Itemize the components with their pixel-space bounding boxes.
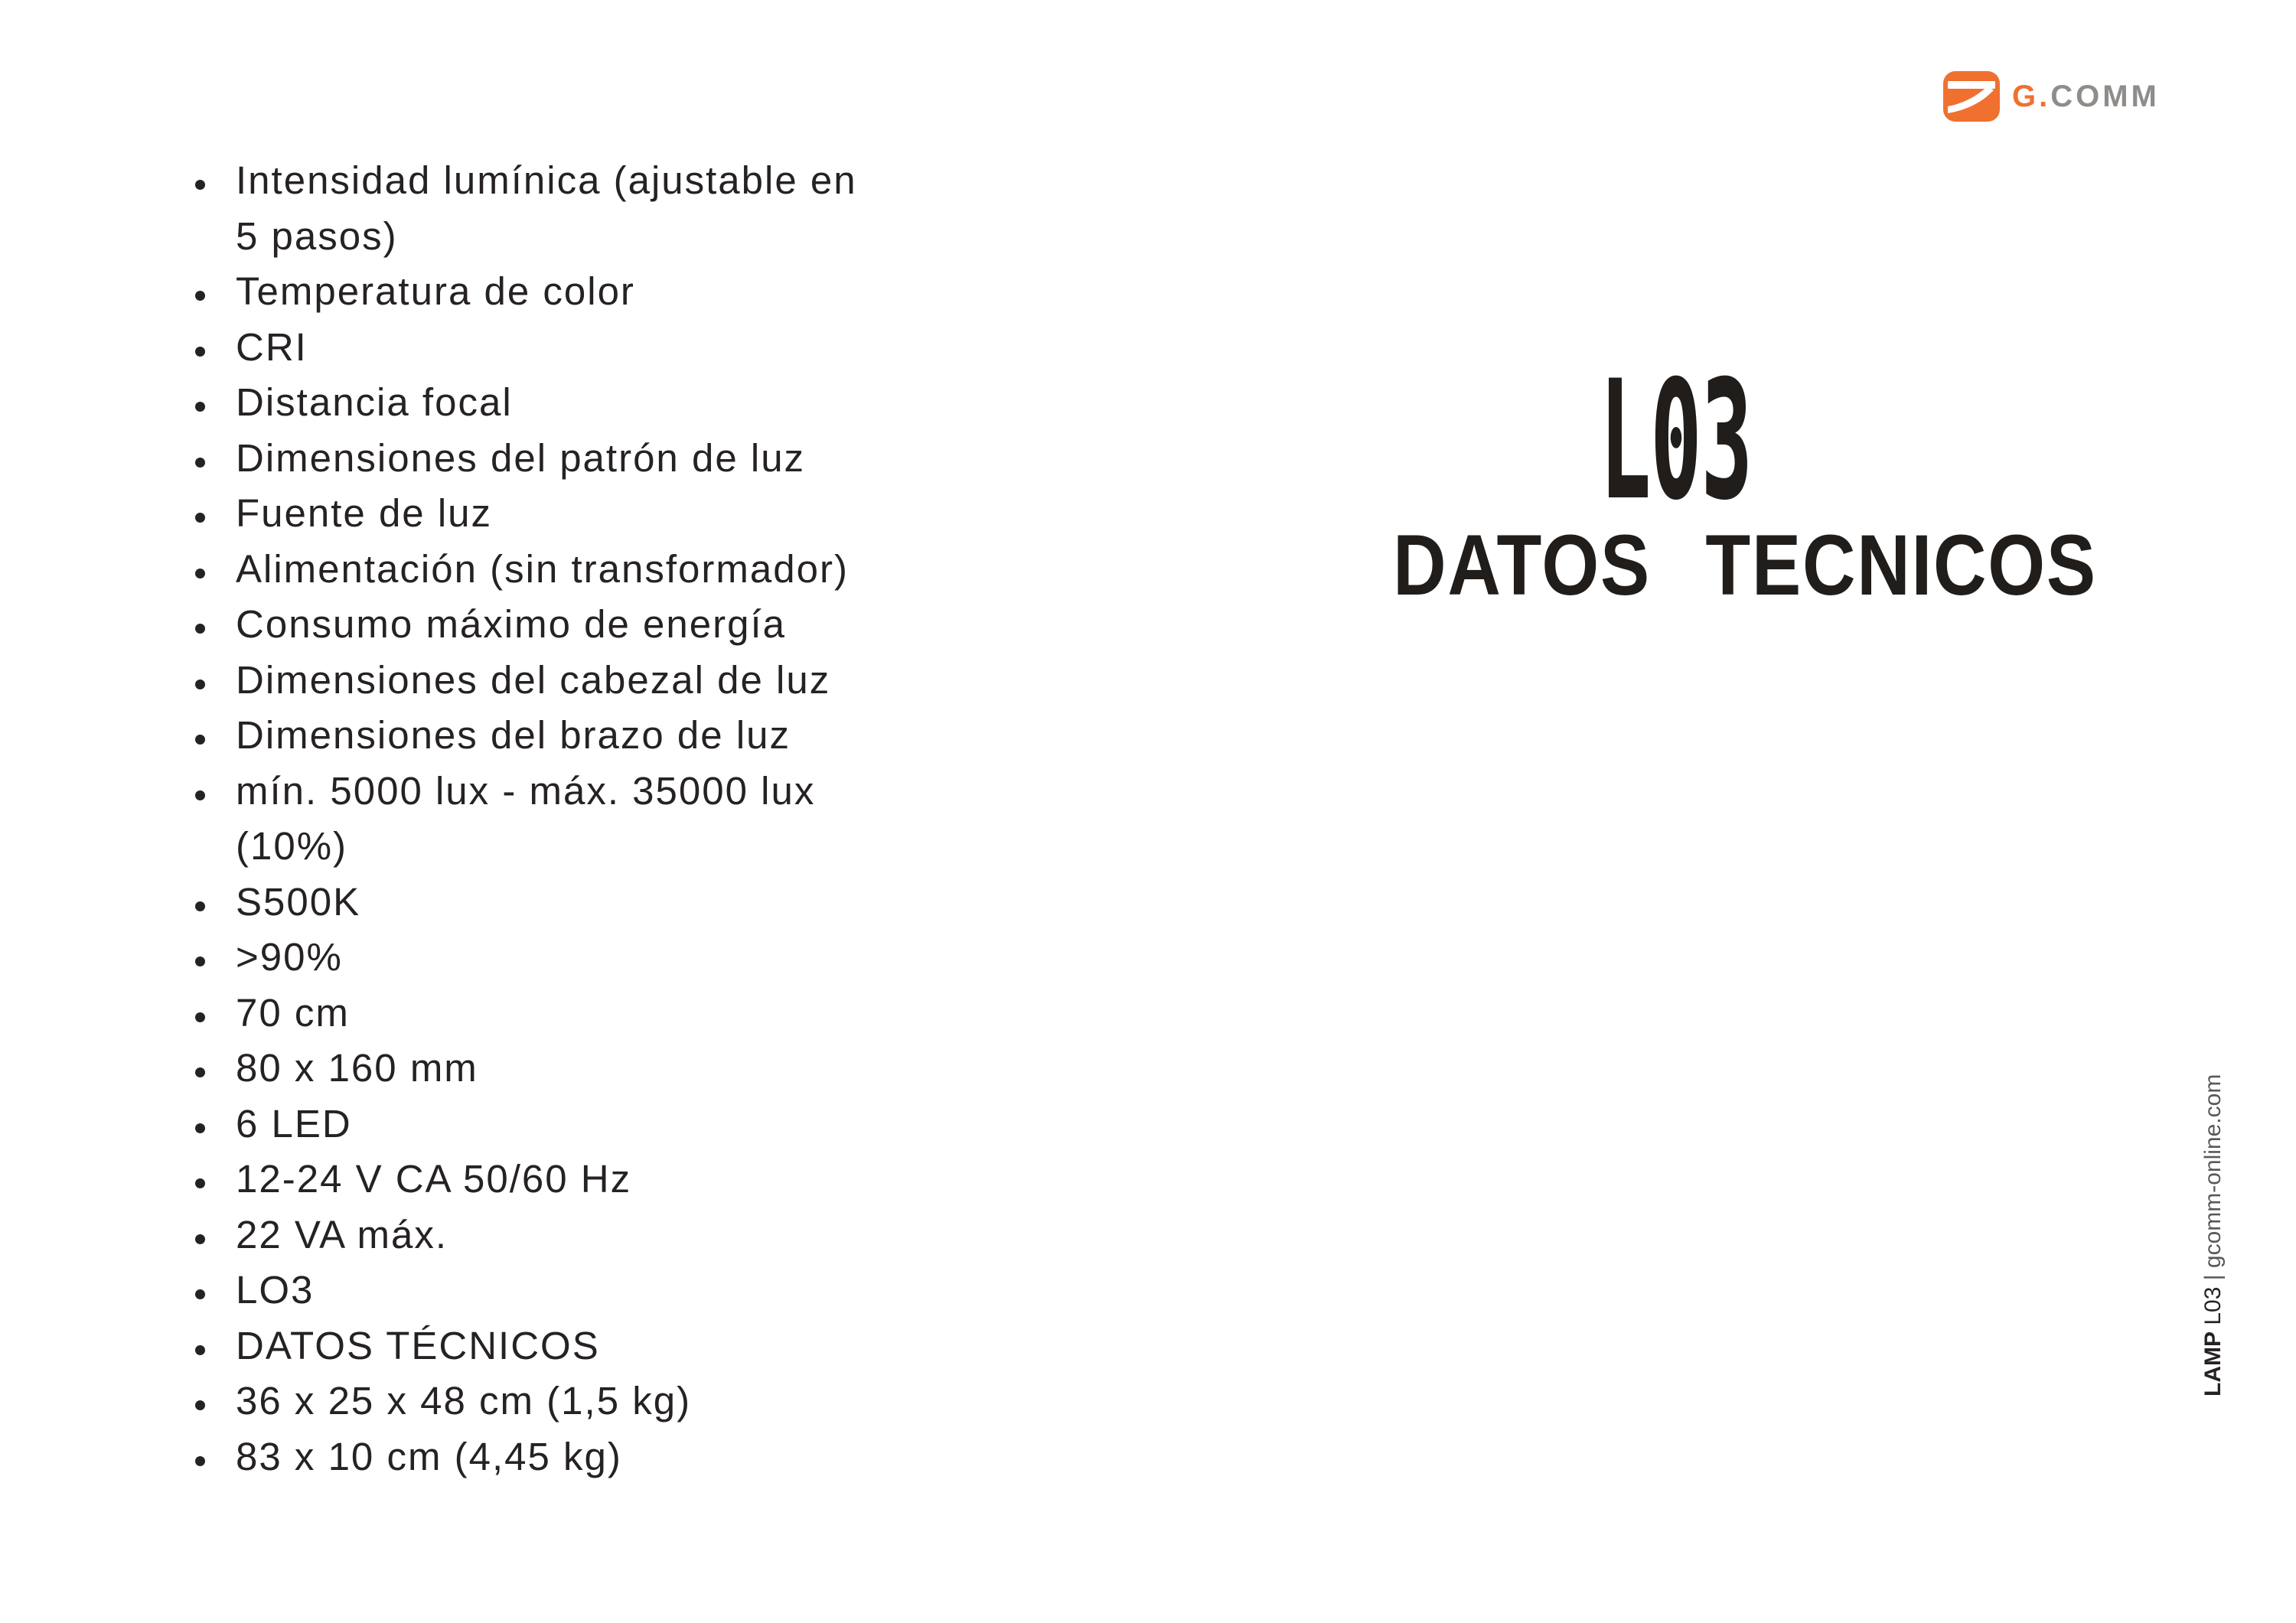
list-item-line: CRI — [236, 324, 308, 369]
bullet-icon — [195, 347, 205, 357]
list-item — [195, 486, 857, 542]
gcomm-logo-icon — [1943, 71, 2000, 122]
bullet-icon — [195, 957, 205, 966]
list-item — [195, 1207, 857, 1263]
list-item — [195, 930, 857, 986]
brand-logo — [1943, 71, 2160, 122]
bullet-icon — [195, 790, 205, 800]
list-item-line: 12-24 V CA 50/60 Hz — [236, 1157, 632, 1201]
list-item-line: Distancia focal — [236, 380, 513, 424]
list-item — [195, 542, 857, 598]
bullet-icon — [195, 569, 205, 578]
bullet-icon — [195, 1345, 205, 1355]
bullet-icon — [195, 402, 205, 412]
section-title: DATOS TECNICOS — [1393, 517, 2097, 613]
bullet-icon — [195, 513, 205, 523]
list-item — [195, 1374, 857, 1429]
list-item — [195, 320, 857, 376]
bullet-icon — [195, 624, 205, 634]
list-item — [195, 1318, 857, 1374]
list-item-line: Temperatura de color — [236, 269, 635, 313]
list-item — [195, 1429, 857, 1485]
list-item — [195, 264, 857, 320]
list-item — [195, 1152, 857, 1207]
brand-wordmark-g: G. — [2012, 80, 2051, 113]
list-item-line: Intensidad lumínica (ajustable en — [236, 158, 857, 202]
list-item-line: 70 cm — [236, 990, 350, 1035]
bullet-icon — [195, 1456, 205, 1466]
list-item-line: Alimentación (sin transformador) — [236, 546, 849, 591]
list-item — [195, 431, 857, 487]
list-item — [195, 653, 857, 709]
bullet-icon — [195, 901, 205, 911]
bullet-icon — [195, 1123, 205, 1133]
list-item-line: 83 x 10 cm (4,45 kg) — [236, 1434, 622, 1478]
list-item — [195, 1041, 857, 1097]
list-item-line: 6 LED — [236, 1101, 352, 1146]
bullet-icon — [195, 735, 205, 745]
sidebar-website: gcomm-online.com — [2200, 1074, 2226, 1269]
list-item-line: Consumo máximo de energía — [236, 602, 787, 646]
list-item-line: Dimensiones del brazo de luz — [236, 713, 791, 757]
list-item-line: 36 x 25 x 48 cm (1,5 kg) — [236, 1379, 692, 1423]
bullet-icon — [195, 1234, 205, 1244]
list-item-line: 80 x 160 mm — [236, 1046, 478, 1090]
list-item-line: 22 VA máx. — [236, 1212, 448, 1256]
spec-list — [195, 153, 857, 1484]
list-item — [195, 597, 857, 653]
bullet-icon — [195, 1400, 205, 1410]
bullet-icon — [195, 1178, 205, 1188]
list-item — [195, 708, 857, 764]
list-item — [195, 764, 857, 875]
bullet-icon — [195, 180, 205, 190]
list-item — [195, 375, 857, 431]
bullet-icon — [195, 1012, 205, 1022]
bullet-icon — [195, 1067, 205, 1077]
list-item-line: >90% — [236, 935, 343, 979]
list-item-line: Dimensiones del patrón de luz — [236, 435, 806, 480]
list-item-line: Fuente de luz — [236, 491, 493, 535]
sidebar-vertical-text — [2196, 1071, 2231, 1396]
list-item — [195, 1097, 857, 1152]
list-item-line: 5 pasos) — [236, 213, 398, 258]
list-item-line: (10%) — [236, 824, 348, 868]
sidebar-product-model: L03 — [2200, 1286, 2226, 1325]
list-item — [195, 1263, 857, 1318]
list-item-line: LO3 — [236, 1268, 315, 1312]
brand-wordmark-comm: COMM — [2050, 80, 2160, 113]
list-item — [195, 986, 857, 1041]
list-item-line: DATOS TÉCNICOS — [236, 1323, 600, 1367]
brand-wordmark — [2012, 71, 2160, 122]
bullet-icon — [195, 291, 205, 301]
model-title: L03 — [1600, 346, 1753, 535]
sidebar-product-name: LAMP — [2200, 1331, 2226, 1396]
bullet-icon — [195, 458, 205, 468]
list-item-line: S500K — [236, 879, 361, 924]
list-item-line: mín. 5000 lux - máx. 35000 lux — [236, 768, 816, 813]
list-item — [195, 875, 857, 930]
sidebar-separator-bar: | — [2200, 1274, 2226, 1281]
list-item — [195, 153, 857, 264]
bullet-icon — [195, 680, 205, 689]
bullet-icon — [195, 1289, 205, 1299]
list-item-line: Dimensiones del cabezal de luz — [236, 657, 831, 702]
